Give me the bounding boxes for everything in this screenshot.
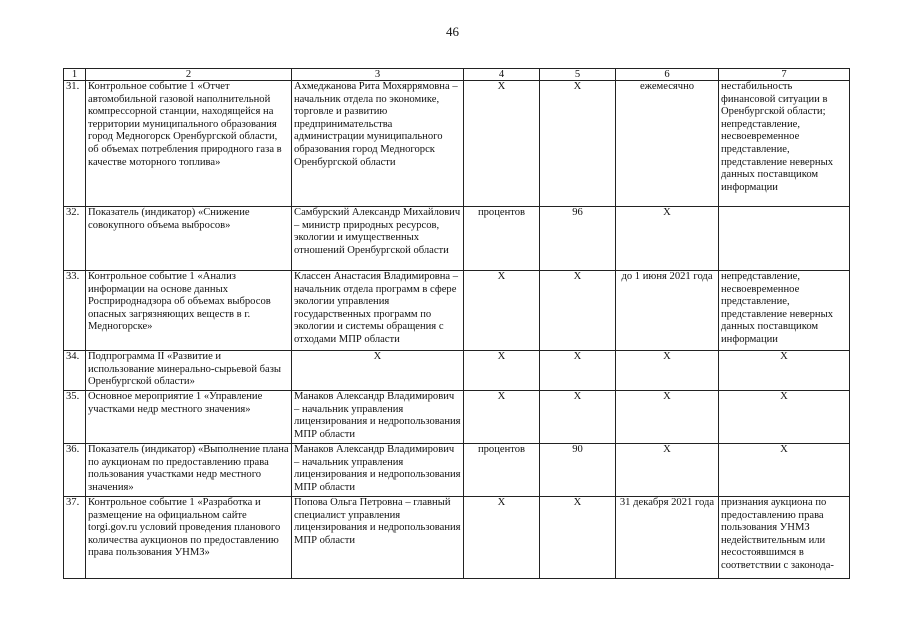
table-row: [64, 351, 850, 391]
row-value: 96: [540, 207, 616, 271]
row-deadline: Х: [616, 391, 719, 444]
program-table: [63, 68, 850, 579]
row-responsible: Ахмеджанова Рита Мохяррямовна – начальник отдела по экономике, торговле и развитию предпринимательства администрации муниципального образования город Медногорск Оренбургской области: [292, 81, 464, 207]
row-responsible: Манаков Александр Владимирович – начальник управления лицензирования и недропользования МПР области: [292, 444, 464, 497]
row-risks: признания аукциона по предоставлению права пользования УНМЗ недействительным или несостоявшимся в соответствии с законода-: [719, 497, 850, 579]
column-header-1: 1: [64, 69, 86, 81]
row-value: Х: [540, 497, 616, 579]
row-deadline: Х: [616, 444, 719, 497]
column-header-3: 3: [292, 69, 464, 81]
row-responsible: Классен Анастасия Владимировна – начальник отдела программ в сфере экологии управления государственных программ по экологии и системы обращения с отходами МПР области: [292, 271, 464, 351]
table-row: [64, 271, 850, 351]
table-row: [64, 497, 850, 579]
row-description: Показатель (индикатор) «Выполнение плана по аукционам по предоставлению права пользования участками недр местного значения»: [86, 444, 292, 497]
row-unit: Х: [464, 81, 540, 207]
row-unit: процентов: [464, 444, 540, 497]
row-deadline: Х: [616, 207, 719, 271]
row-value: Х: [540, 391, 616, 444]
page-number: 46: [446, 24, 459, 39]
row-description: Основное мероприятие 1 «Управление участками недр местного значения»: [86, 391, 292, 444]
row-deadline: ежемесячно: [616, 81, 719, 207]
row-unit: Х: [464, 271, 540, 351]
row-description: Подпрограмма II «Развитие и использование минерально-сырьевой базы Оренбургской области»: [86, 351, 292, 391]
table-row: [64, 444, 850, 497]
row-unit: Х: [464, 497, 540, 579]
row-number: 31.: [64, 81, 86, 207]
row-responsible: Попова Ольга Петровна – главный специалист управления лицензирования и недропользования МПР области: [292, 497, 464, 579]
row-responsible: Х: [292, 351, 464, 391]
row-number: 34.: [64, 351, 86, 391]
row-number: 36.: [64, 444, 86, 497]
table-row: [64, 81, 850, 207]
row-deadline: 31 декабря 2021 года: [616, 497, 719, 579]
table-row: [64, 207, 850, 271]
row-description: Контрольное событие 1 «Анализ информации на основе данных Росприроднадзора об объемах выбросов опасных загрязняющих веществ в г. Медногорске»: [86, 271, 292, 351]
row-responsible: Самбурский Александр Михайлович – министр природных ресурсов, экологии и имущественных отношений Оренбургской области: [292, 207, 464, 271]
table-row: [64, 391, 850, 444]
row-value: 90: [540, 444, 616, 497]
row-risks: Х: [719, 351, 850, 391]
row-number: 35.: [64, 391, 86, 444]
row-deadline: до 1 июня 2021 года: [616, 271, 719, 351]
row-risks: непредставление, несвоевременное представление, представление неверных данных поставщиком информации: [719, 271, 850, 351]
row-number: 33.: [64, 271, 86, 351]
row-value: Х: [540, 271, 616, 351]
row-risks: нестабильность финансовой ситуации в Оренбургской области; непредставление, несвоевременное представление, представление неверных данных поставщиком информации: [719, 81, 850, 207]
column-header-5: 5: [540, 69, 616, 81]
column-header-4: 4: [464, 69, 540, 81]
row-unit: процентов: [464, 207, 540, 271]
table-header-row: [64, 69, 850, 81]
row-value: Х: [540, 351, 616, 391]
column-header-6: 6: [616, 69, 719, 81]
row-unit: Х: [464, 351, 540, 391]
row-description: Показатель (индикатор) «Снижение совокупного объема выбросов»: [86, 207, 292, 271]
row-number: 32.: [64, 207, 86, 271]
row-description: Контрольное событие 1 «Разработка и размещение на официальном сайте torgi.gov.ru условий проведения планового количества аукционов по предоставлению права пользования УНМЗ»: [86, 497, 292, 579]
row-unit: Х: [464, 391, 540, 444]
row-responsible: Манаков Александр Владимирович – начальник управления лицензирования и недропользования МПР области: [292, 391, 464, 444]
row-deadline: Х: [616, 351, 719, 391]
row-value: Х: [540, 81, 616, 207]
column-header-7: 7: [719, 69, 850, 81]
column-header-2: 2: [86, 69, 292, 81]
row-risks: [719, 207, 850, 271]
row-risks: Х: [719, 444, 850, 497]
row-risks: Х: [719, 391, 850, 444]
row-description: Контрольное событие 1 «Отчет автомобильной газовой наполнительной компрессорной станции, находящейся на территории муниципального образования город Медногорск Оренбургской области, об объемах потребления природного газа в качестве моторного топлива»: [86, 81, 292, 207]
row-number: 37.: [64, 497, 86, 579]
